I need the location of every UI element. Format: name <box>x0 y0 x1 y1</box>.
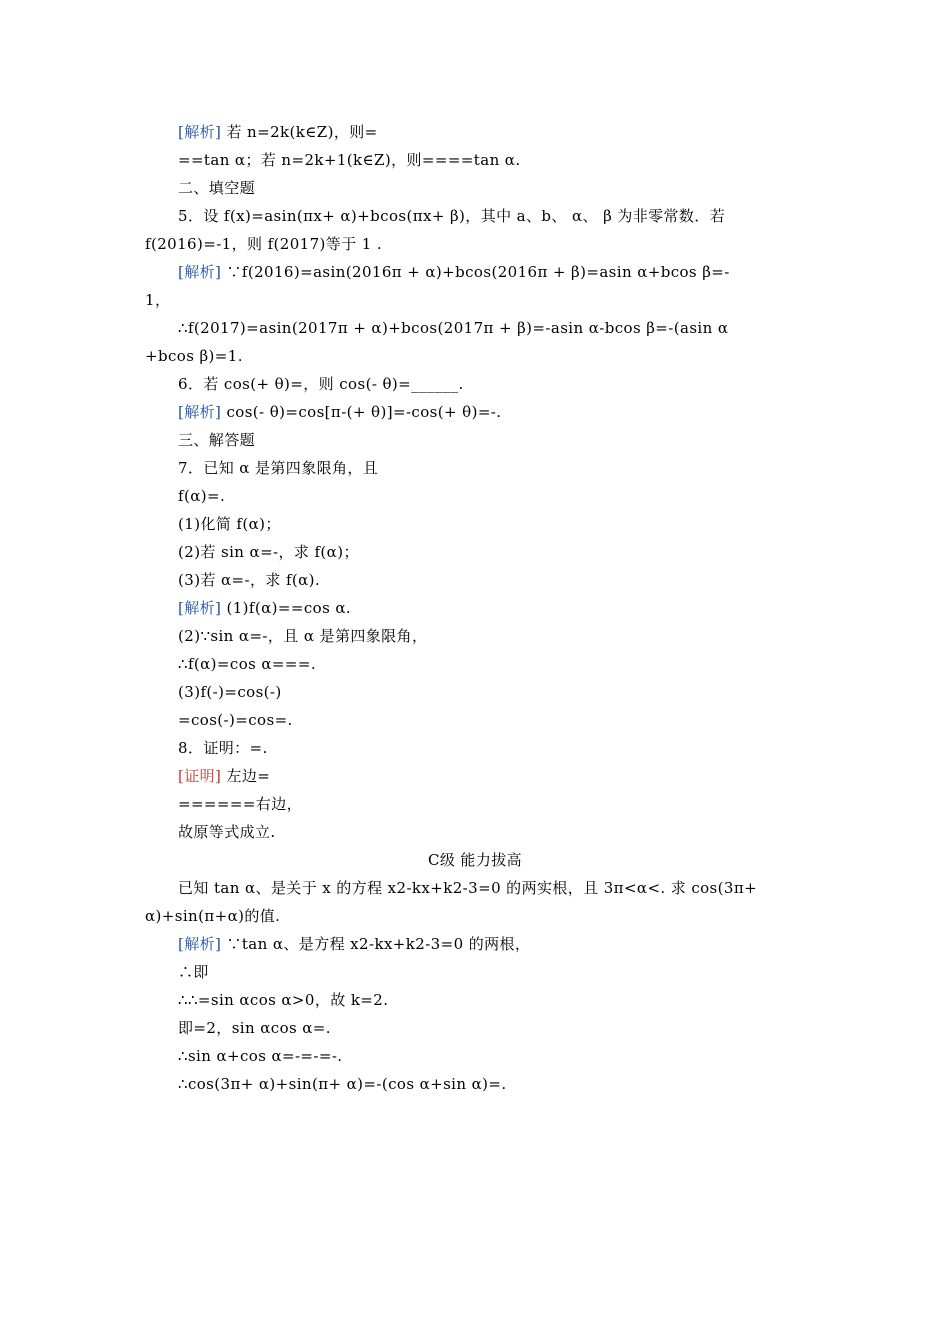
question-c <box>178 878 757 898</box>
line-text: 7．已知 α 是第四象限角，且 <box>178 459 379 477</box>
line-text: ∴∴=sin αcos α>0，故 k=2. <box>178 991 389 1009</box>
line-text: f(2016)=-1，则 f(2017)等于 1 . <box>145 235 383 253</box>
line-text: (3)f(-)=cos(-) <box>178 683 282 701</box>
analysis-label: [解析] <box>178 935 222 953</box>
section-heading-level-c <box>0 850 950 870</box>
line-text: ∵tan α、是方程 x2-kx+k2-3=0 的两根， <box>221 935 531 953</box>
line-16 <box>178 542 359 562</box>
line-text: 左边= <box>221 767 271 785</box>
line-proof <box>178 766 270 786</box>
line-32 <box>178 990 388 1010</box>
line-text: (1)化简 f(α)； <box>178 515 281 533</box>
line-text: (2)∵sin α=-，且 α 是第四象限角， <box>178 627 428 645</box>
line-2 <box>178 150 521 170</box>
line-17 <box>178 570 320 590</box>
line-text: ∴f(α)=cos α===. <box>178 655 316 673</box>
line-text: +bcos β)=1. <box>145 347 243 365</box>
proof-label: [证明] <box>178 767 222 785</box>
line-35 <box>178 1074 507 1094</box>
line-text: 已知 tan α、是关于 x 的方程 x2-kx+k2-3=0 的两实根，且 3π<α<. 求 cos(3π+ <box>178 879 758 897</box>
line-9 <box>145 346 243 366</box>
question-8 <box>178 738 268 758</box>
line-text: (2)若 sin α=-，求 f(α)； <box>178 543 359 561</box>
line-text: ∴f(2017)=asin(2017π + α)+bcos(2017π + β)=-asin α-bcos β=-(asin α <box>178 319 729 337</box>
line-text: 1， <box>145 291 171 309</box>
line-text: ∴即 <box>178 963 209 981</box>
line-26 <box>178 822 276 842</box>
question-6 <box>178 374 464 394</box>
line-analysis-6 <box>178 402 501 422</box>
analysis-label: [解析] <box>178 263 222 281</box>
analysis-label: [解析] <box>178 599 222 617</box>
line-21 <box>178 682 282 702</box>
line-34 <box>178 1046 342 1066</box>
line-text: 8．证明：=. <box>178 739 268 757</box>
line-22 <box>178 710 293 730</box>
line-text: (1)f(α)==cos α. <box>221 599 352 617</box>
line-31 <box>178 962 209 982</box>
line-19 <box>178 626 427 646</box>
line-analysis-7 <box>178 598 351 618</box>
line-text: =cos(-)=cos=. <box>178 711 293 729</box>
line-15 <box>178 514 281 534</box>
line-text: cos(- θ)=cos[π-(+ θ)]=-cos(+ θ)=-. <box>221 403 502 421</box>
line-analysis-c <box>178 934 530 954</box>
line-8 <box>178 318 728 338</box>
analysis-label: [解析] <box>178 123 222 141</box>
section-heading-fill-blank <box>178 178 255 198</box>
line-analysis-1 <box>178 122 378 142</box>
question-c-cont <box>145 906 280 926</box>
line-text: ======右边， <box>178 795 303 813</box>
question-5 <box>178 206 725 226</box>
line-text: 即=2，sin αcos α=. <box>178 1019 331 1037</box>
analysis-label: [解析] <box>178 403 222 421</box>
line-text: ==tan α；若 n=2k+1(k∈Z)，则====tan α. <box>178 151 521 169</box>
line-text: 三、解答题 <box>178 431 256 449</box>
line-7 <box>145 290 170 310</box>
question-7 <box>178 458 378 478</box>
line-text: 5．设 f(x)=asin(πx+ α)+bcos(πx+ β)，其中 a、b、 α、 β 为非零常数．若 <box>178 207 726 225</box>
line-text: ∵f(2016)=asin(2016π + α)+bcos(2016π + β)=asin α+bcos β=- <box>221 263 730 281</box>
line-text: ∴cos(3π+ α)+sin(π+ α)=-(cos α+sin α)=. <box>178 1075 507 1093</box>
line-text: α)+sin(π+α)的值. <box>145 907 281 925</box>
line-33 <box>178 1018 331 1038</box>
line-14 <box>178 486 225 506</box>
question-5-cont <box>145 234 382 254</box>
line-text: (3)若 α=-，求 f(α). <box>178 571 321 589</box>
line-text: 若 n=2k(k∈Z)，则= <box>221 123 378 141</box>
line-text: 故原等式成立. <box>178 823 276 841</box>
line-text: 二、填空题 <box>178 179 256 197</box>
section-heading-answer <box>178 430 255 450</box>
line-text: 6．若 cos(+ θ)=，则 cos(- θ)=______. <box>178 375 464 393</box>
line-text: f(α)=. <box>178 487 226 505</box>
line-25 <box>178 794 302 814</box>
line-analysis-5 <box>178 262 730 282</box>
line-text: ∴sin α+cos α=-=-=-. <box>178 1047 343 1065</box>
line-text: C级 能力拔高 <box>427 851 523 869</box>
line-20 <box>178 654 316 674</box>
